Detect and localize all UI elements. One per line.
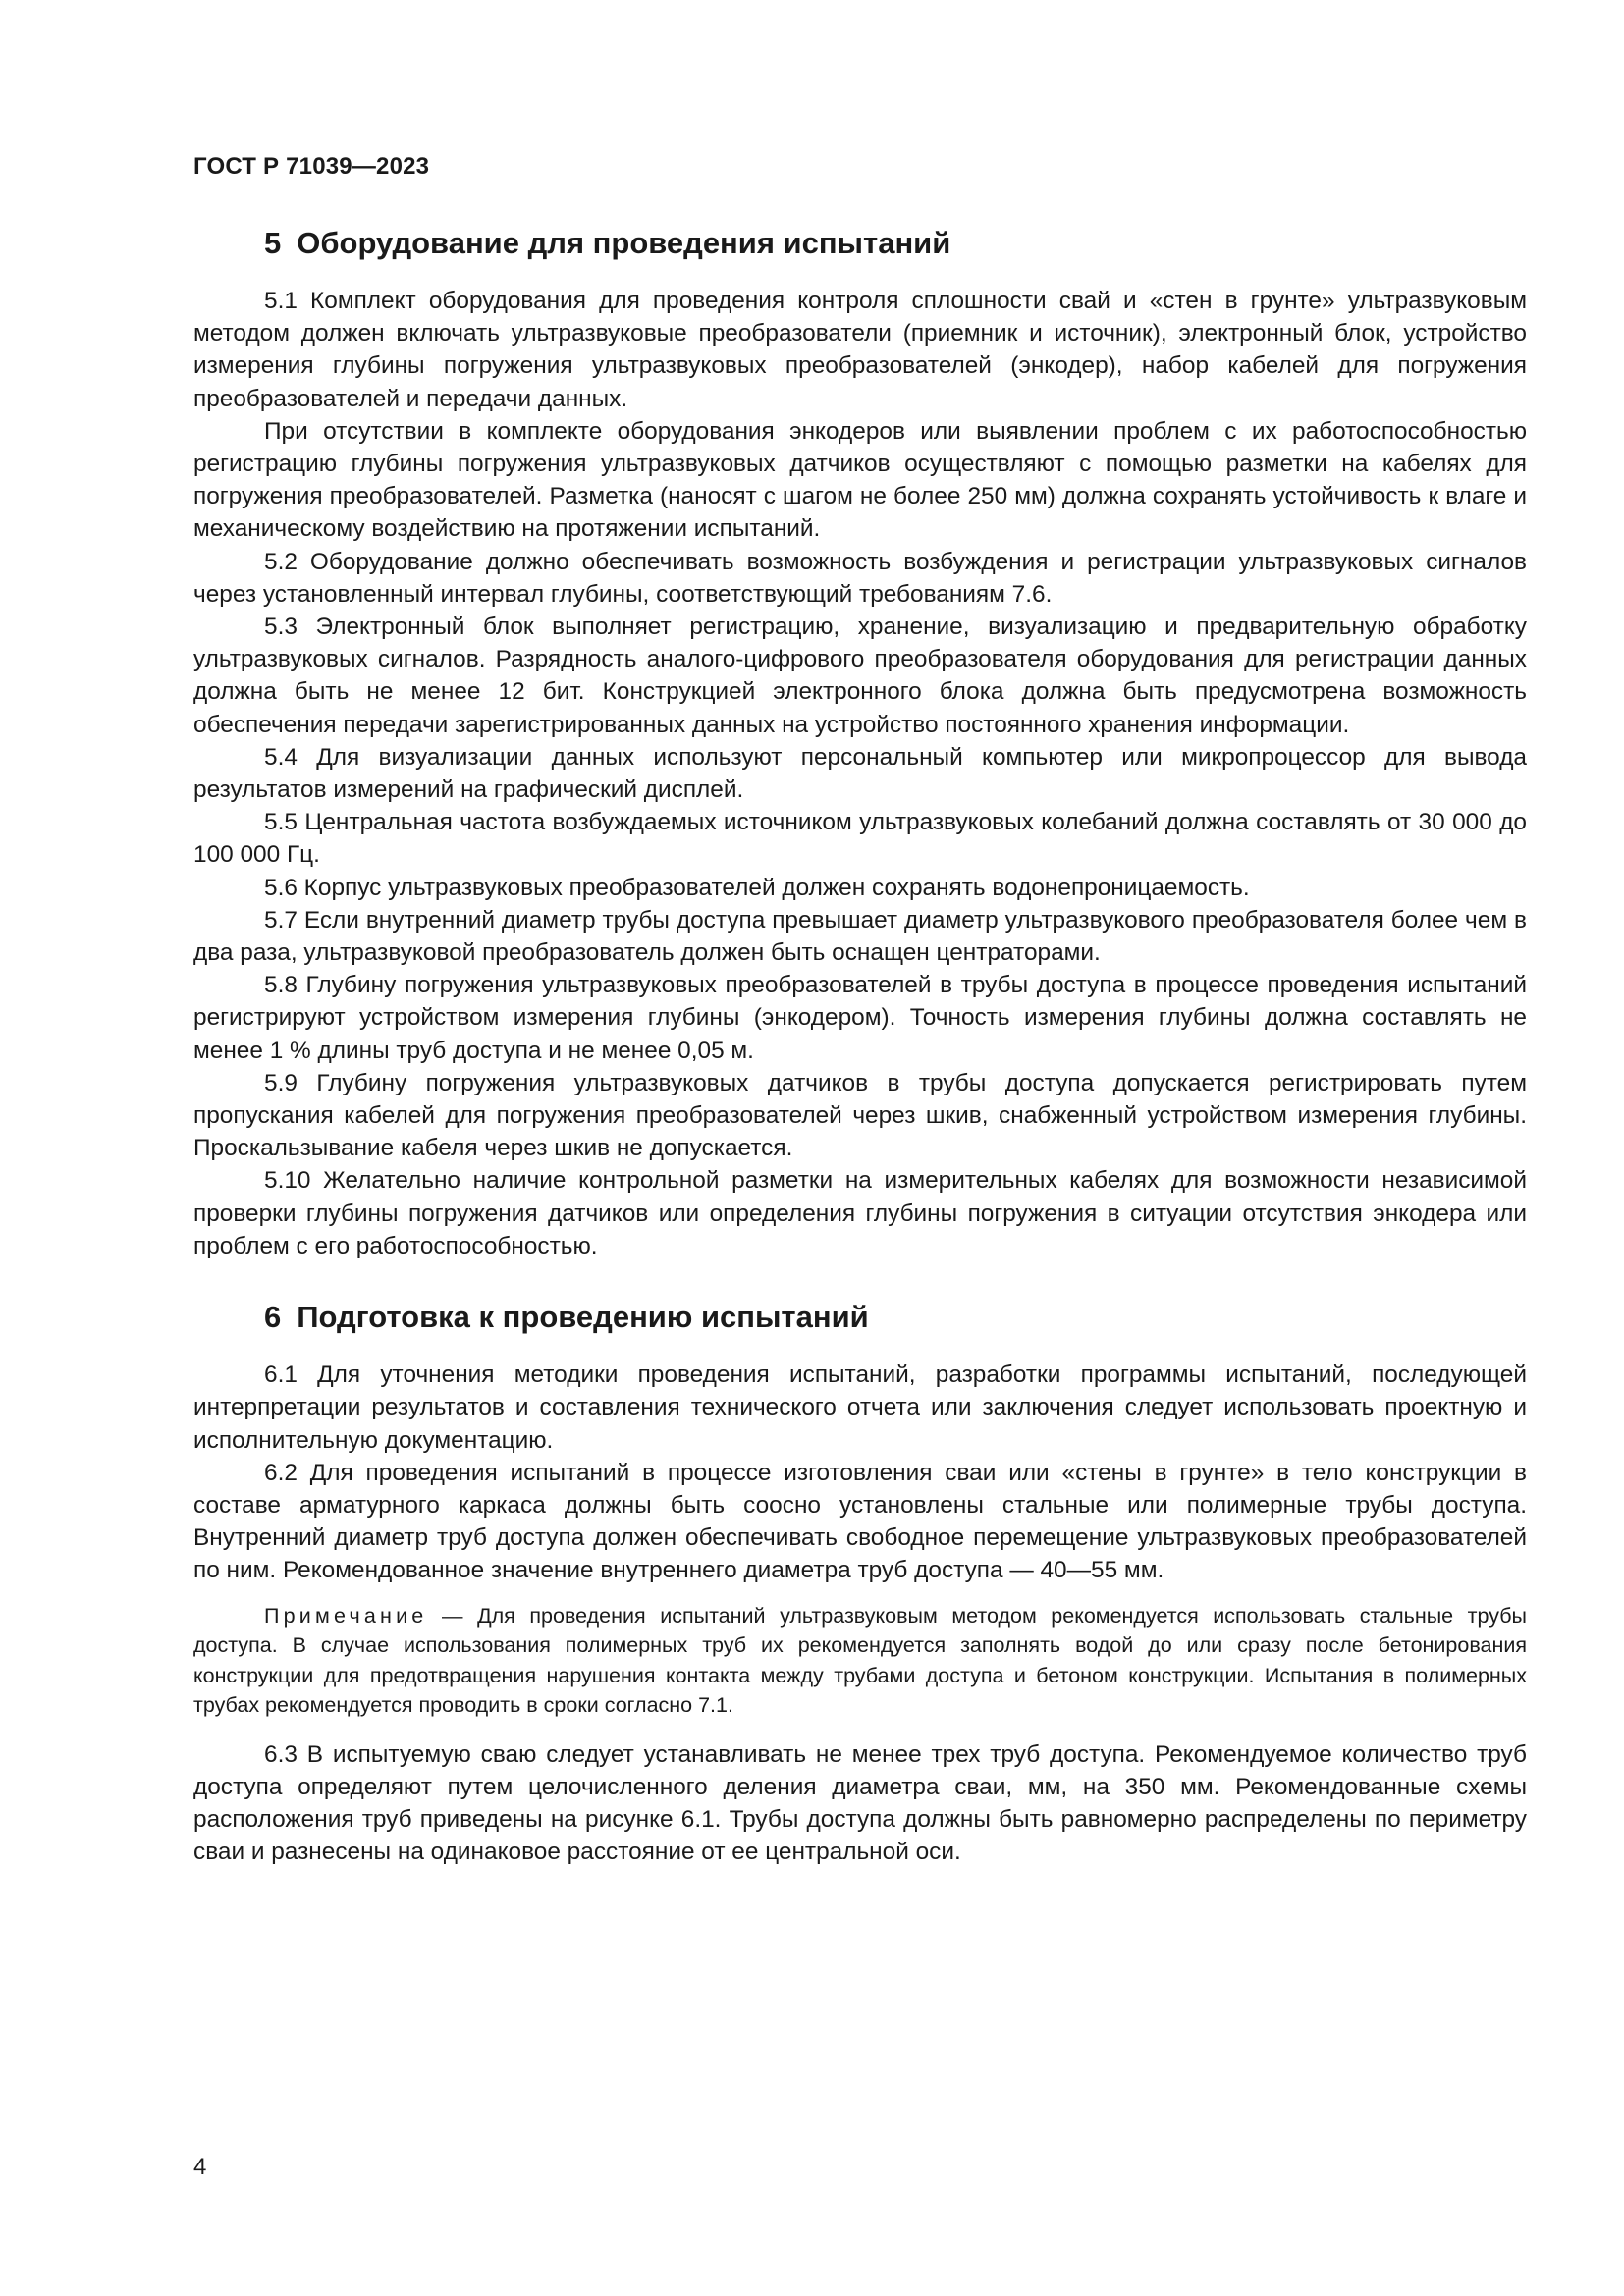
paragraph-6-3: 6.3 В испытуемую сваю следует устанавливать не менее трех труб доступа. Рекомендуемое количество труб доступа определяют путем целочисленного деления диаметра сваи, мм, на 350 мм. Рекомендованные схемы расположения труб приведены на рисунке 6.1. Трубы доступа должны быть равномерно распределены по периметру сваи и разнесены на одинаковое расстояние от ее центральной оси. xyxy=(193,1740,1527,1866)
section-number: 5 xyxy=(264,226,282,260)
paragraph-5-1: 5.1 Комплект оборудования для проведения контроля сплошности свай и «стен в грунте» ультразвуковым методом должен включать ультразвуковые преобразователи (приемник и источник), электронный блок, устройство измерения глубины погружения ультразвуковых преобразователей (энкодер), набор кабелей для погружения преобразователей и передачи данных. xyxy=(193,288,1527,412)
document-code: ГОСТ Р 71039—2023 xyxy=(193,153,430,180)
paragraph-5-4: 5.4 Для визуализации данных используют персональный компьютер или микропроцессор для вывода результатов измерений на графический дисплей. xyxy=(193,743,1527,804)
paragraph-5-2: 5.2 Оборудование должно обеспечивать возможность возбуждения и регистрации ультразвуковых сигналов через установленный интервал глубины, соответствующий требованиям 7.6. xyxy=(193,548,1527,608)
paragraph-5-10: 5.10 Желательно наличие контрольной разметки на измерительных кабелях для возможности независимой проверки глубины погружения датчиков или определения глубины погружения в ситуации отсутствия энкодера или проблем с его работоспособностью. xyxy=(193,1167,1527,1259)
paragraph-5-6: 5.6 Корпус ультразвуковых преобразователей должен сохранять водонепроницаемость. xyxy=(264,874,1250,901)
note-block xyxy=(193,1601,1527,1721)
section-title: Подготовка к проведению испытаний xyxy=(297,1300,869,1335)
paragraph-5-7: 5.7 Если внутренний диаметр трубы доступа превышает диаметр ультразвукового преобразователя более чем в два раза, ультразвуковой преобразователь должен быть оснащен центраторами. xyxy=(193,906,1527,967)
paragraph-5-5: 5.5 Центральная частота возбуждаемых источником ультразвуковых колебаний должна составлять от 30 000 до 100 000 Гц. xyxy=(193,809,1527,869)
section-5-heading xyxy=(193,224,1527,263)
page-number: 4 xyxy=(193,2154,207,2180)
paragraph-6-2: 6.2 Для проведения испытаний в процессе изготовления сваи или «стены в грунте» в тело конструкции в составе арматурного каркаса должны быть соосно установлены стальные или полимерные трубы доступа. Внутренний диаметр труб доступа должен обеспечивать свободное перемещение ультразвуковых преобразователей по ним. Рекомендованное значение внутреннего диаметра труб доступа — 40—55 мм. xyxy=(193,1459,1527,1584)
note-text: — Для проведения испытаний ультразвуковым методом рекомендуется использовать стальные трубы доступа. В случае использования полимерных труб их рекомендуется заполнять водой до или сразу после бетонирования конструкции для предотвращения нарушения контакта между трубами доступа и бетоном конструкции. Испытания в полимерных трубах рекомендуется проводить в сроки согласно 7.1. xyxy=(193,1603,1527,1718)
paragraph-5-8: 5.8 Глубину погружения ультразвуковых преобразователей в трубы доступа в процессе проведения испытаний регистрируют устройством измерения глубины (энкодером). Точность измерения глубины должна составлять не менее 1 % длины труб доступа и не менее 0,05 м. xyxy=(193,972,1527,1064)
section-6-heading xyxy=(193,1298,1527,1337)
paragraph-6-1: 6.1 Для уточнения методики проведения испытаний, разработки программы испытаний, последующей интерпретации результатов и составления технического отчета или заключения следует использовать проектную и исполнительную документацию. xyxy=(193,1362,1527,1454)
section-number: 6 xyxy=(264,1300,282,1335)
section-title: Оборудование для проведения испытаний xyxy=(297,226,951,260)
paragraph-5-1-continued: При отсутствии в комплекте оборудования энкодеров или выявлении проблем с их работоспособностью регистрацию глубины погружения ультразвуковых датчиков осуществляют с помощью разметки на кабелях для погружения преобразователей. Разметка (наносят с шагом не более 250 мм) должна сохранять устойчивость к влаге и механическому воздействию на протяжении испытаний. xyxy=(193,417,1527,543)
paragraph-5-3: 5.3 Электронный блок выполняет регистрацию, хранение, визуализацию и предварительную обработку ультразвуковых сигналов. Разрядность аналого-цифрового преобразователя оборудования для регистрации данных должна быть не менее 12 бит. Конструкцией электронного блока должна быть предусмотрена возможность обеспечения передачи зарегистрированных данных на устройство постоянного хранения информации. xyxy=(193,614,1527,738)
section-spacer xyxy=(193,1262,1527,1298)
paragraph-5-9: 5.9 Глубину погружения ультразвуковых датчиков в трубы доступа допускается регистрировать путем пропускания кабелей для погружения преобразователей через шкив, снабженный устройством измерения глубины. Проскальзывание кабеля через шкив не допускается. xyxy=(193,1069,1527,1162)
note-label: Примечание xyxy=(264,1603,428,1628)
page-content xyxy=(193,224,1527,1868)
